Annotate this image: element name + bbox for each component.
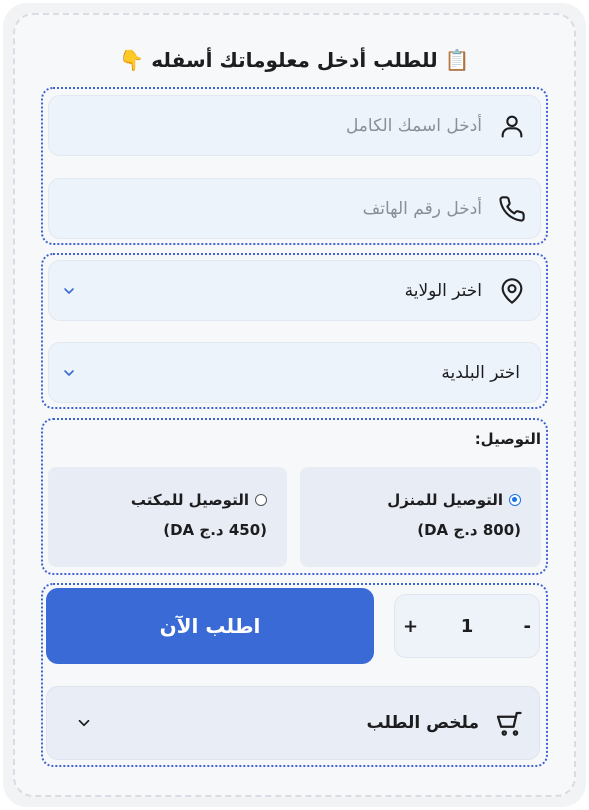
state-select-label: اختر الولاية bbox=[404, 280, 482, 301]
order-now-button[interactable]: اطلب الآن bbox=[46, 588, 374, 664]
delivery-option-home-row bbox=[387, 491, 521, 509]
cart-icon bbox=[493, 708, 523, 738]
chevron-down-icon bbox=[61, 365, 77, 381]
delivery-option-office-label: التوصيل للمكتب bbox=[130, 491, 249, 509]
delivery-option-office-price: (450 د.ج DA) bbox=[163, 521, 267, 539]
quantity-value: 1 bbox=[460, 615, 474, 637]
radio-home[interactable] bbox=[509, 494, 521, 506]
full-name-placeholder: أدخل اسمك الكامل bbox=[345, 115, 482, 136]
delivery-option-home[interactable] bbox=[300, 467, 541, 567]
phone-placeholder: أدخل رقم الهاتف bbox=[362, 198, 482, 219]
delivery-option-office-row bbox=[131, 491, 267, 509]
phone-field[interactable] bbox=[48, 178, 541, 239]
delivery-option-office[interactable] bbox=[48, 467, 287, 567]
full-name-field[interactable] bbox=[48, 95, 541, 156]
map-pin-icon bbox=[498, 277, 526, 305]
chevron-down-icon bbox=[61, 283, 77, 299]
quantity-plus-button[interactable]: + bbox=[403, 615, 419, 637]
state-select[interactable] bbox=[48, 260, 541, 321]
clipboard-icon: 📋 bbox=[444, 48, 470, 72]
user-icon bbox=[498, 112, 526, 140]
commune-select-label: اختر البلدية bbox=[441, 362, 520, 383]
order-summary-toggle[interactable] bbox=[46, 686, 540, 760]
form-title-text: للطلب أدخل معلوماتك أسفله bbox=[151, 48, 438, 72]
chevron-down-icon bbox=[75, 714, 93, 732]
quantity-minus-button[interactable]: - bbox=[523, 615, 531, 637]
pointing-down-icon: 👇 bbox=[119, 48, 145, 72]
commune-select[interactable] bbox=[48, 342, 541, 403]
order-summary-label: ملخص الطلب bbox=[366, 713, 479, 733]
radio-office[interactable] bbox=[255, 494, 267, 506]
delivery-option-home-label: التوصيل للمنزل bbox=[387, 491, 503, 509]
delivery-label: التوصيل: bbox=[474, 430, 541, 448]
form-title bbox=[0, 44, 589, 76]
phone-icon bbox=[498, 195, 526, 223]
delivery-option-home-price: (800 د.ج DA) bbox=[417, 521, 521, 539]
quantity-stepper bbox=[394, 594, 540, 658]
